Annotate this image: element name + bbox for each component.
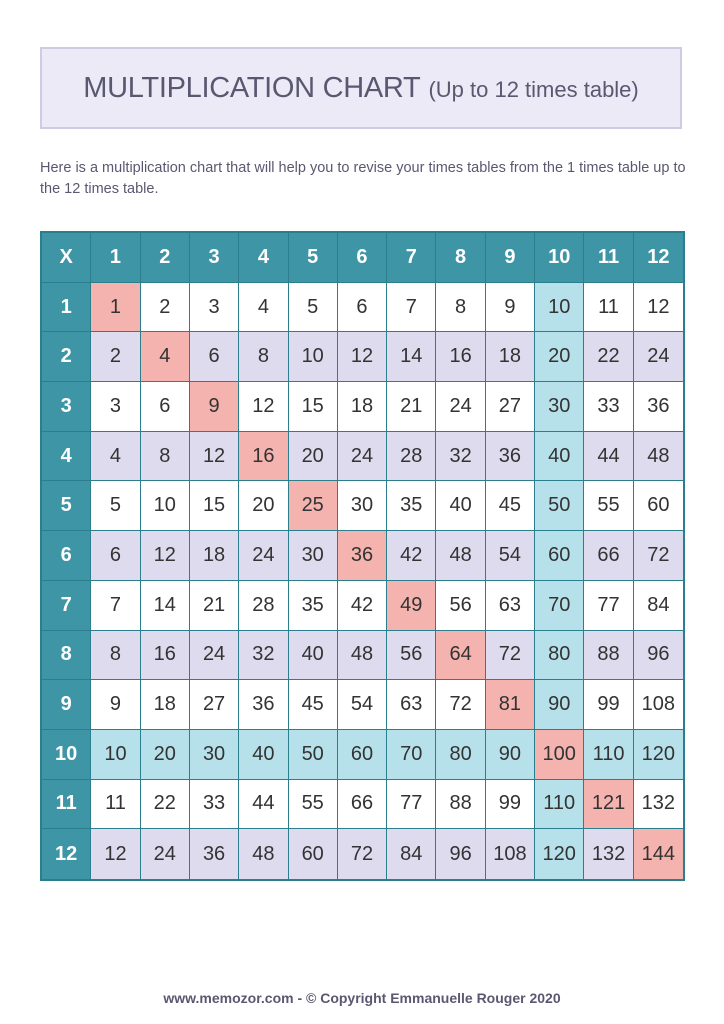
table-cell: 6 xyxy=(338,283,387,333)
table-corner-label: X xyxy=(42,233,91,283)
table-cell: 3 xyxy=(190,283,239,333)
row-header: 6 xyxy=(42,531,91,581)
table-cell: 55 xyxy=(289,780,338,830)
row-header: 9 xyxy=(42,680,91,730)
table-cell: 121 xyxy=(584,780,633,830)
table-cell: 108 xyxy=(486,829,535,879)
row-header: 12 xyxy=(42,829,91,879)
table-cell: 7 xyxy=(91,581,140,631)
table-cell: 60 xyxy=(634,481,683,531)
table-cell: 20 xyxy=(289,432,338,482)
table-cell: 30 xyxy=(338,481,387,531)
table-cell: 30 xyxy=(535,382,584,432)
table-cell: 24 xyxy=(436,382,485,432)
table-cell: 90 xyxy=(486,730,535,780)
table-cell: 4 xyxy=(239,283,288,333)
table-cell: 12 xyxy=(634,283,683,333)
table-cell: 6 xyxy=(91,531,140,581)
table-cell: 10 xyxy=(289,332,338,382)
table-cell: 80 xyxy=(436,730,485,780)
table-cell: 21 xyxy=(190,581,239,631)
page-title: MULTIPLICATION CHART xyxy=(83,71,421,104)
table-cell: 15 xyxy=(190,481,239,531)
row-header: 8 xyxy=(42,631,91,681)
table-cell: 6 xyxy=(141,382,190,432)
table-cell: 2 xyxy=(141,283,190,333)
table-cell: 80 xyxy=(535,631,584,681)
intro-paragraph: Here is a multiplication chart that will help you to revise your times tables from the 1 times table up to the 12 times table. xyxy=(40,160,686,197)
table-cell: 18 xyxy=(486,332,535,382)
table-cell: 96 xyxy=(436,829,485,879)
table-cell: 42 xyxy=(338,581,387,631)
table-cell: 18 xyxy=(338,382,387,432)
table-cell: 72 xyxy=(486,631,535,681)
table-cell: 88 xyxy=(436,780,485,830)
column-header: 9 xyxy=(486,233,535,283)
table-cell: 44 xyxy=(239,780,288,830)
table-cell: 11 xyxy=(584,283,633,333)
table-cell: 64 xyxy=(436,631,485,681)
row-header: 4 xyxy=(42,432,91,482)
table-cell: 4 xyxy=(91,432,140,482)
column-header: 11 xyxy=(584,233,633,283)
row-header: 2 xyxy=(42,332,91,382)
table-cell: 66 xyxy=(338,780,387,830)
table-cell: 60 xyxy=(338,730,387,780)
table-cell: 24 xyxy=(338,432,387,482)
row-header: 5 xyxy=(42,481,91,531)
table-cell: 84 xyxy=(634,581,683,631)
column-header: 2 xyxy=(141,233,190,283)
table-cell: 35 xyxy=(387,481,436,531)
table-cell: 33 xyxy=(190,780,239,830)
copyright-footer: www.memozor.com - © Copyright Emmanuelle Rouger 2020 xyxy=(163,990,561,1006)
table-cell: 22 xyxy=(141,780,190,830)
table-cell: 10 xyxy=(141,481,190,531)
table-cell: 24 xyxy=(190,631,239,681)
table-cell: 8 xyxy=(239,332,288,382)
table-cell: 72 xyxy=(634,531,683,581)
table-cell: 10 xyxy=(535,283,584,333)
table-cell: 30 xyxy=(289,531,338,581)
table-cell: 110 xyxy=(584,730,633,780)
table-cell: 27 xyxy=(486,382,535,432)
table-cell: 45 xyxy=(289,680,338,730)
table-cell: 33 xyxy=(584,382,633,432)
table-cell: 66 xyxy=(584,531,633,581)
column-header: 10 xyxy=(535,233,584,283)
table-cell: 108 xyxy=(634,680,683,730)
table-cell: 55 xyxy=(584,481,633,531)
table-cell: 88 xyxy=(584,631,633,681)
table-cell: 56 xyxy=(387,631,436,681)
table-cell: 28 xyxy=(239,581,288,631)
table-cell: 25 xyxy=(289,481,338,531)
table-cell: 50 xyxy=(535,481,584,531)
table-cell: 18 xyxy=(190,531,239,581)
column-header: 12 xyxy=(634,233,683,283)
table-cell: 9 xyxy=(190,382,239,432)
table-cell: 54 xyxy=(486,531,535,581)
table-cell: 18 xyxy=(141,680,190,730)
table-cell: 77 xyxy=(584,581,633,631)
table-cell: 70 xyxy=(535,581,584,631)
table-cell: 56 xyxy=(436,581,485,631)
table-cell: 9 xyxy=(91,680,140,730)
table-cell: 7 xyxy=(387,283,436,333)
table-cell: 45 xyxy=(486,481,535,531)
table-cell: 3 xyxy=(91,382,140,432)
row-header: 7 xyxy=(42,581,91,631)
multiplication-table xyxy=(40,231,685,881)
table-cell: 20 xyxy=(141,730,190,780)
table-cell: 48 xyxy=(436,531,485,581)
row-header: 10 xyxy=(42,730,91,780)
column-header: 8 xyxy=(436,233,485,283)
table-cell: 70 xyxy=(387,730,436,780)
table-cell: 28 xyxy=(387,432,436,482)
table-cell: 20 xyxy=(535,332,584,382)
table-cell: 48 xyxy=(239,829,288,879)
table-cell: 36 xyxy=(239,680,288,730)
table-cell: 16 xyxy=(141,631,190,681)
table-cell: 36 xyxy=(486,432,535,482)
table-cell: 96 xyxy=(634,631,683,681)
table-cell: 11 xyxy=(91,780,140,830)
table-cell: 99 xyxy=(584,680,633,730)
table-cell: 40 xyxy=(289,631,338,681)
row-header: 11 xyxy=(42,780,91,830)
table-cell: 24 xyxy=(634,332,683,382)
table-cell: 12 xyxy=(239,382,288,432)
table-cell: 9 xyxy=(486,283,535,333)
table-cell: 32 xyxy=(239,631,288,681)
table-cell: 8 xyxy=(91,631,140,681)
table-cell: 27 xyxy=(190,680,239,730)
column-header: 1 xyxy=(91,233,140,283)
table-cell: 2 xyxy=(91,332,140,382)
table-cell: 8 xyxy=(141,432,190,482)
table-cell: 36 xyxy=(190,829,239,879)
table-cell: 72 xyxy=(338,829,387,879)
table-cell: 40 xyxy=(436,481,485,531)
table-cell: 50 xyxy=(289,730,338,780)
table-cell: 42 xyxy=(387,531,436,581)
table-cell: 77 xyxy=(387,780,436,830)
table-cell: 12 xyxy=(338,332,387,382)
table-cell: 1 xyxy=(91,283,140,333)
table-cell: 36 xyxy=(338,531,387,581)
table-cell: 100 xyxy=(535,730,584,780)
table-cell: 49 xyxy=(387,581,436,631)
table-cell: 44 xyxy=(584,432,633,482)
table-cell: 12 xyxy=(91,829,140,879)
table-cell: 63 xyxy=(486,581,535,631)
table-cell: 15 xyxy=(289,382,338,432)
table-cell: 72 xyxy=(436,680,485,730)
table-cell: 84 xyxy=(387,829,436,879)
table-cell: 22 xyxy=(584,332,633,382)
table-cell: 8 xyxy=(436,283,485,333)
table-cell: 35 xyxy=(289,581,338,631)
table-cell: 5 xyxy=(289,283,338,333)
table-cell: 16 xyxy=(239,432,288,482)
table-cell: 60 xyxy=(289,829,338,879)
table-cell: 10 xyxy=(91,730,140,780)
table-cell: 144 xyxy=(634,829,683,879)
table-cell: 14 xyxy=(387,332,436,382)
table-cell: 54 xyxy=(338,680,387,730)
table-cell: 24 xyxy=(239,531,288,581)
table-cell: 63 xyxy=(387,680,436,730)
table-cell: 20 xyxy=(239,481,288,531)
column-header: 5 xyxy=(289,233,338,283)
page-subtitle: (Up to 12 times table) xyxy=(428,77,639,102)
table-cell: 81 xyxy=(486,680,535,730)
table-cell: 32 xyxy=(436,432,485,482)
row-header: 1 xyxy=(42,283,91,333)
table-cell: 12 xyxy=(141,531,190,581)
table-cell: 6 xyxy=(190,332,239,382)
column-header: 6 xyxy=(338,233,387,283)
table-cell: 36 xyxy=(634,382,683,432)
table-cell: 48 xyxy=(634,432,683,482)
table-cell: 40 xyxy=(535,432,584,482)
row-header: 3 xyxy=(42,382,91,432)
table-cell: 30 xyxy=(190,730,239,780)
table-cell: 132 xyxy=(584,829,633,879)
table-cell: 132 xyxy=(634,780,683,830)
table-cell: 14 xyxy=(141,581,190,631)
column-header: 3 xyxy=(190,233,239,283)
table-cell: 24 xyxy=(141,829,190,879)
table-cell: 99 xyxy=(486,780,535,830)
table-cell: 40 xyxy=(239,730,288,780)
table-cell: 120 xyxy=(634,730,683,780)
title-box xyxy=(40,47,682,129)
table-cell: 110 xyxy=(535,780,584,830)
table-cell: 5 xyxy=(91,481,140,531)
column-header: 7 xyxy=(387,233,436,283)
table-cell: 16 xyxy=(436,332,485,382)
table-cell: 48 xyxy=(338,631,387,681)
table-cell: 21 xyxy=(387,382,436,432)
table-cell: 120 xyxy=(535,829,584,879)
table-cell: 60 xyxy=(535,531,584,581)
table-cell: 90 xyxy=(535,680,584,730)
table-cell: 4 xyxy=(141,332,190,382)
column-header: 4 xyxy=(239,233,288,283)
table-cell: 12 xyxy=(190,432,239,482)
